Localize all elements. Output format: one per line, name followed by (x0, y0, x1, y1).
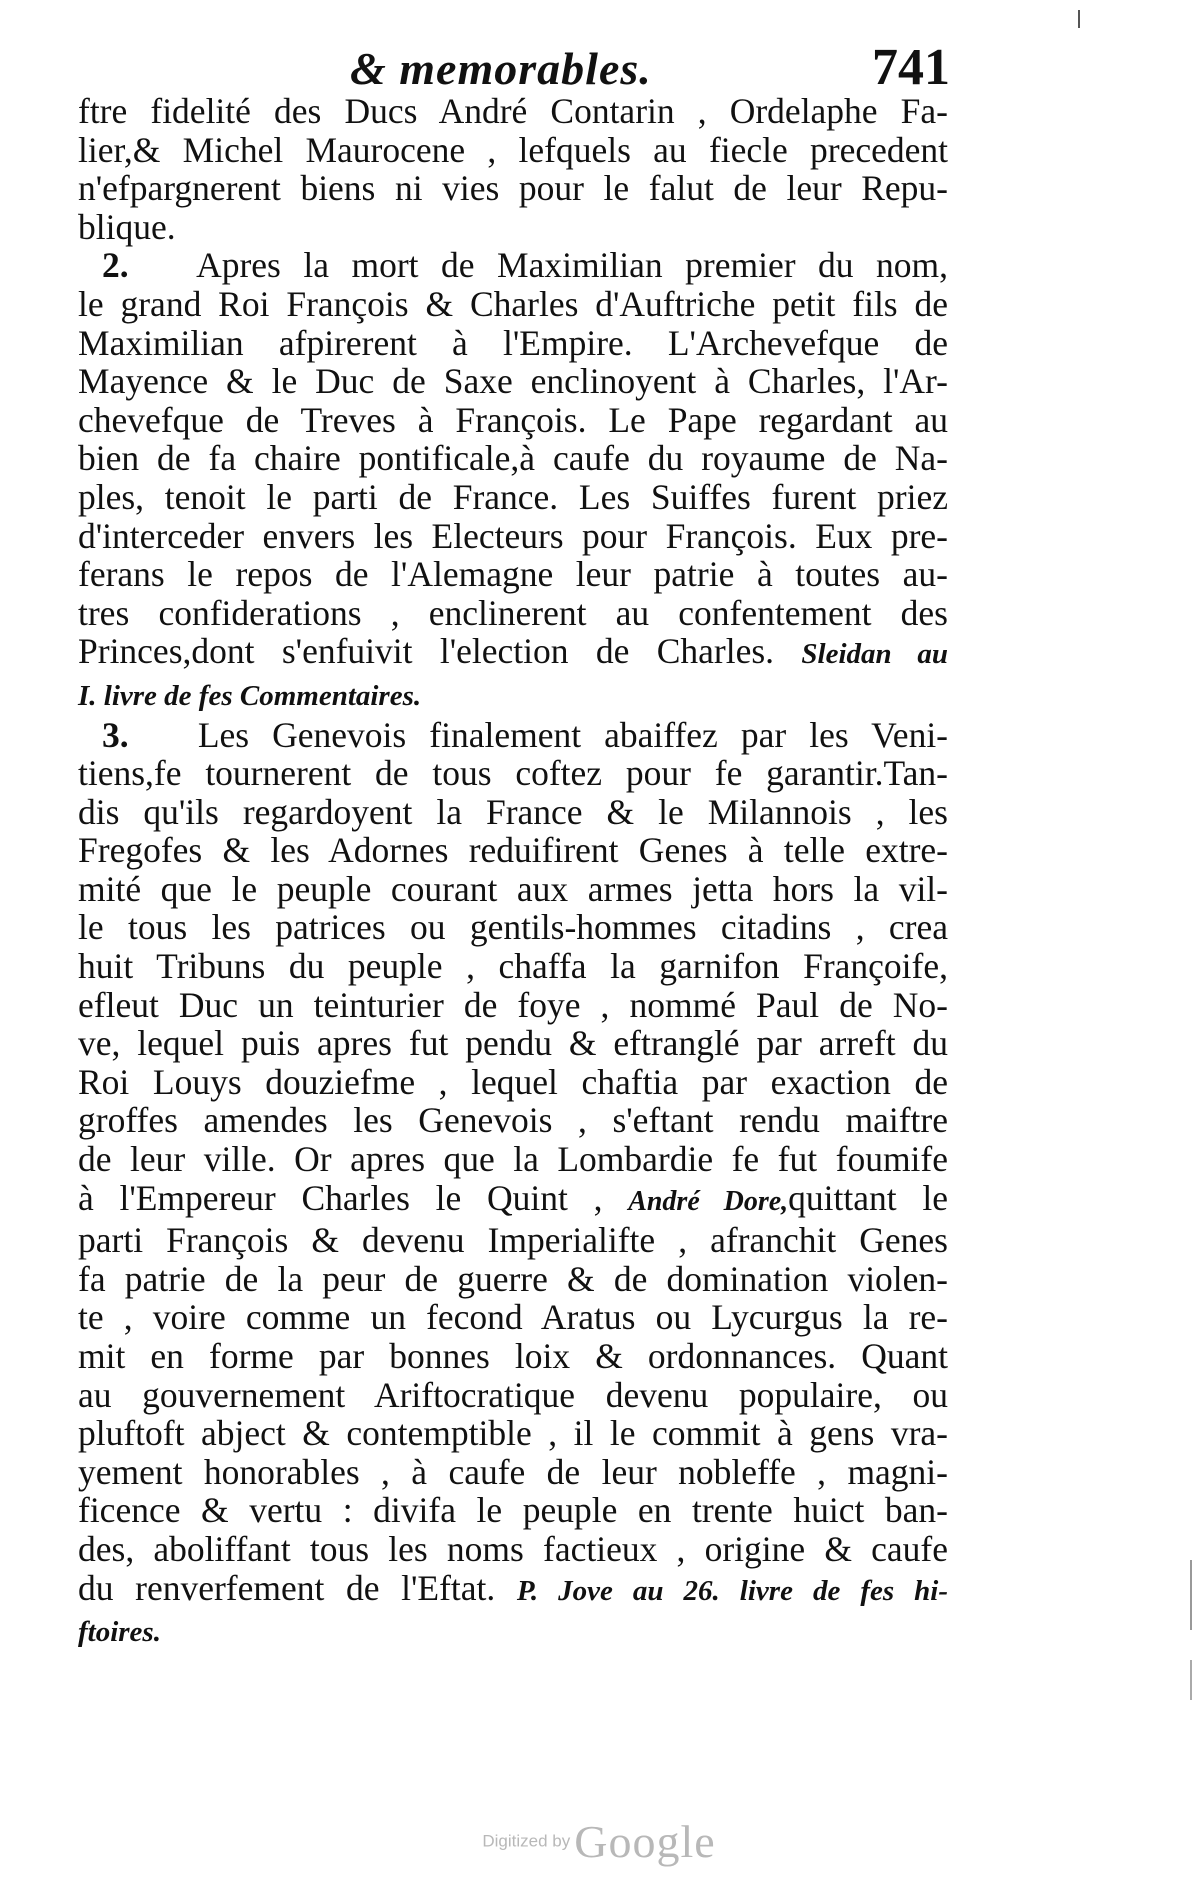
text-line-content: Les Genevois finalement abaiffez par les Veni- (197, 714, 948, 755)
paragraph-2 (78, 246, 948, 715)
text-line: ve, lequel puis apres fut pendu & eftranglé par arreft du (78, 1023, 948, 1064)
citation: ftoires. (78, 1616, 161, 1649)
text-line: le grand Roi François & Charles d'Auftriche petit fils de (78, 283, 948, 324)
paragraph-number: 2. (102, 245, 129, 286)
text-line: le tous les patrices ou gentils-hommes citadins , crea (78, 907, 948, 948)
andre-dore-name: André Dore, (628, 1185, 789, 1217)
text-line: parti François & devenu Imperialifte , afranchit Genes (78, 1220, 948, 1261)
text-line: mit en forme par bonnes loix & ordonnances. Quant (78, 1336, 948, 1376)
page-number: 741 (872, 39, 950, 96)
text-line: ficence & vertu : divifa le peuple en trente huict ban- (78, 1490, 948, 1531)
text-line: yement honorables , à caufe de leur nobleffe , magni- (78, 1451, 948, 1492)
citation: Sleidan au (801, 638, 948, 671)
text-line: de leur ville. Or apres que la Lombardie fe fut foumife (78, 1139, 948, 1180)
watermark-prefix: Digitized by (482, 1831, 571, 1851)
text-line: Maximilian afpirerent à l'Empire. L'Archevefque de (78, 322, 948, 363)
paragraph-number: 3. (102, 714, 129, 755)
text-line (78, 246, 948, 285)
paragraph-1 (78, 92, 948, 246)
text-line: lier,& Michel Maurocene , lefquels au fiecle precedent (78, 129, 948, 170)
scan-mark (1190, 1560, 1192, 1630)
text-line: n'efpargnerent biens ni vies pour le falut de leur Repu- (78, 168, 948, 209)
text-line-content: Princes,dont s'enfuivit l'election de Charles. (78, 631, 775, 672)
text-line: huit Tribuns du peuple , chaffa la garnifon Françoife, (78, 946, 948, 987)
text-line (78, 1569, 948, 1611)
scan-mark (1078, 10, 1080, 28)
text-line (78, 632, 948, 674)
text-line: tres confiderations , enclinerent au confentement des (78, 592, 948, 633)
digitized-watermark (0, 1815, 1198, 1868)
text-line: des, aboliffant tous les noms factieux , origine & caufe (78, 1528, 948, 1569)
paragraph-3 (78, 716, 948, 1652)
text-line: Mayence & le Duc de Saxe enclinoyent à Charles, l'Ar- (78, 361, 948, 402)
text-line-content: à l'Empereur Charles le Quint , (78, 1177, 603, 1218)
text-line: tiens,fe tournerent de tous coftez pour fe garantir.Tan- (78, 753, 948, 794)
text-line: blique. (78, 206, 176, 247)
text-line: ples, tenoit le parti de France. Les Suiffes furent priez (78, 476, 948, 517)
text-line: pluftoft abject & contemptible , il le commit à gens vra- (78, 1413, 948, 1454)
text-line (78, 1610, 948, 1652)
text-line: efleut Duc un teinturier de foye , nommé Paul de No- (78, 984, 948, 1025)
running-title: & memorables. (350, 43, 652, 94)
text-line-content: du renverfement de l'Eftat. (78, 1567, 496, 1608)
text-line: d'interceder envers les Electeurs pour François. Eux pre- (78, 515, 948, 556)
text-line: bien de fa chaire pontificale,à caufe du royaume de Na- (78, 438, 948, 479)
google-logo: Google (574, 1816, 716, 1867)
body-text (78, 92, 948, 1652)
text-line: ferans le repos de l'Alemagne leur patrie à toutes au- (78, 554, 948, 595)
scan-mark (1190, 1660, 1192, 1700)
citation: P. Jove au 26. livre de fes hi- (516, 1574, 948, 1607)
text-line (78, 716, 948, 755)
text-line: groffes amendes les Genevois , s'eftant rendu maiftre (78, 1100, 948, 1141)
text-line (78, 1179, 948, 1222)
text-line: chevefque de Treves à François. Le Pape regardant au (78, 399, 948, 440)
text-line (78, 674, 948, 716)
text-line-content: Apres la mort de Maximilian premier du nom, (196, 245, 948, 286)
text-line: ftre fidelité des Ducs André Contarin , Ordelaphe Fa- (78, 91, 948, 131)
text-line: mité que le peuple courant aux armes jetta hors la vil- (78, 868, 948, 909)
text-line: fa patrie de la peur de guerre & de domination violen- (78, 1258, 948, 1299)
text-line: Fregofes & les Adornes reduifirent Genes à telle extre- (78, 830, 948, 871)
citation: I. livre de fes Commentaires. (78, 679, 422, 712)
text-line: te , voire comme un fecond Aratus ou Lycurgus la re- (78, 1297, 948, 1338)
text-line: au gouvernement Ariftocratique devenu populaire, ou (78, 1374, 948, 1415)
text-line: Roi Louys douziefme , lequel chaftia par exaction de (78, 1061, 948, 1102)
text-line-content: quittant le (788, 1177, 948, 1218)
text-line: dis qu'ils regardoyent la France & le Milannois , les (78, 791, 948, 832)
